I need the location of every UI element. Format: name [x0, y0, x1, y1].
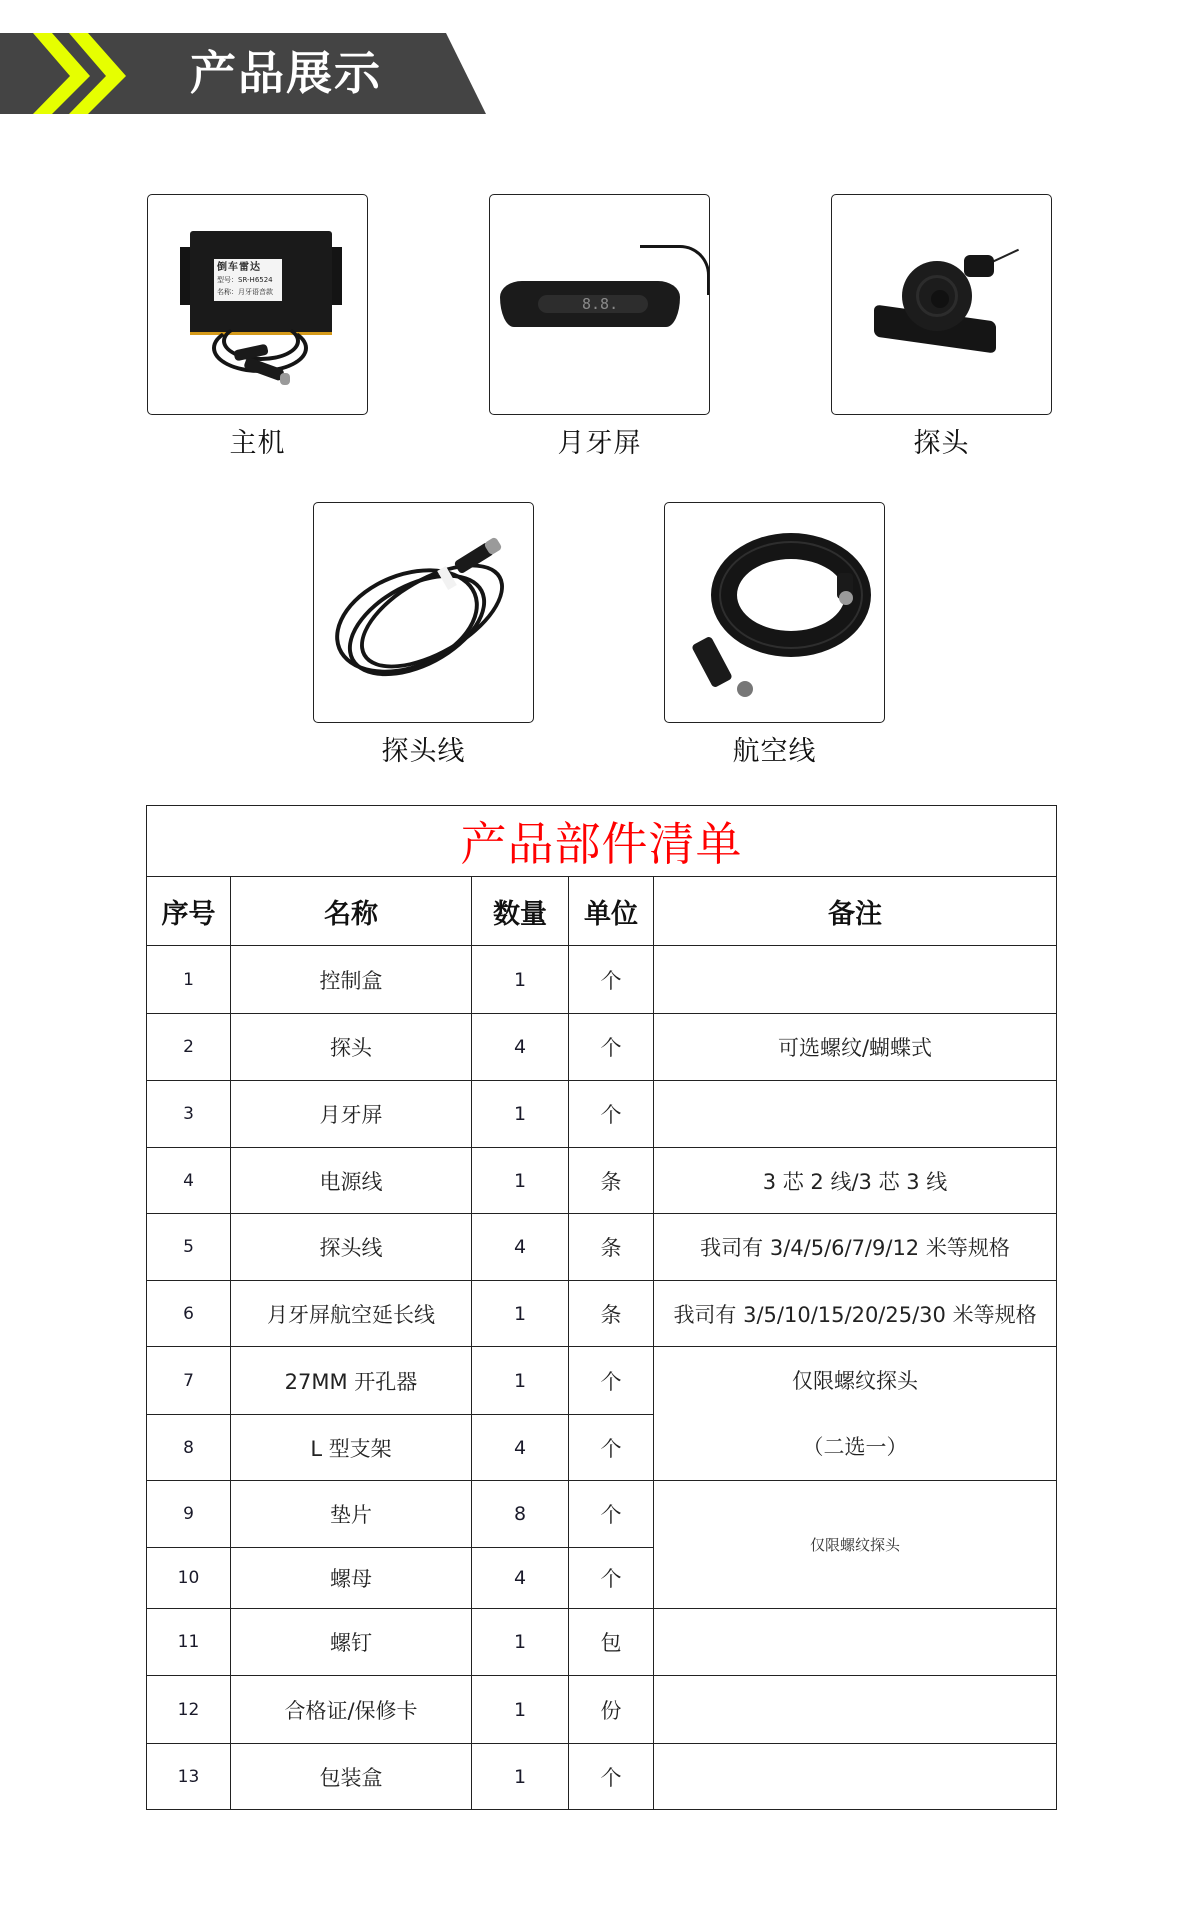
product-sticker: 倒车雷达 型号：SR-H6524 名称：月牙语音款 [214, 259, 282, 301]
product-label: 主机 [229, 428, 286, 459]
note-cell [654, 1744, 1057, 1810]
column-header-index: 序号 [147, 877, 231, 946]
table-row: 8 L 型支架 4 个 [147, 1415, 1057, 1481]
product-label: 月牙屏 [557, 428, 642, 459]
product-label: 探头 [913, 428, 970, 459]
control-box-image [147, 194, 368, 415]
sensor-probe-image [831, 194, 1052, 415]
table-row: 5 探头线 4 条 我司有 3/4/5/6/7/9/12 米等规格 [147, 1214, 1057, 1281]
table-row: 7 27MM 开孔器 1 个 仅限螺纹探头 （二选一） [147, 1347, 1057, 1415]
column-header-unit: 单位 [569, 877, 654, 946]
table-row: 6 月牙屏航空延长线 1 条 我司有 3/5/10/15/20/25/30 米等规格 [147, 1281, 1057, 1347]
table-row: 10 螺母 4 个 [147, 1548, 1057, 1609]
table-row: 11 螺钉 1 包 [147, 1609, 1057, 1676]
note-cell: 可选螺纹/蝴蝶式 [654, 1014, 1057, 1081]
section-banner [0, 33, 486, 114]
probe-cable-image [313, 502, 534, 723]
table-row: 13 包装盒 1 个 [147, 1744, 1057, 1810]
table-row: 2 探头 4 个 可选螺纹/蝴蝶式 [147, 1014, 1057, 1081]
moon-display-image: 8.8. [489, 194, 710, 415]
product-control-box [147, 194, 368, 459]
note-cell: 我司有 3/4/5/6/7/9/12 米等规格 [654, 1214, 1057, 1281]
note-cell [654, 1081, 1057, 1148]
product-sensor-probe [831, 194, 1052, 459]
table-header-row [147, 877, 1057, 946]
note-cell [654, 1676, 1057, 1744]
column-header-name: 名称 [231, 877, 472, 946]
note-cell [654, 946, 1057, 1014]
table-row: 4 电源线 1 条 3 芯 2 线/3 芯 3 线 [147, 1148, 1057, 1214]
table-title: 产品部件清单 [460, 817, 743, 871]
product-label: 探头线 [381, 736, 466, 767]
product-moon-display [489, 194, 710, 459]
aviation-cable-image [664, 502, 885, 723]
note-cell: 3 芯 2 线/3 芯 3 线 [654, 1148, 1057, 1214]
table-row: 12 合格证/保修卡 1 份 [147, 1676, 1057, 1744]
table-row: 9 垫片 8 个 仅限螺纹探头 [147, 1481, 1057, 1548]
product-label: 航空线 [732, 736, 817, 767]
product-aviation-cable [664, 502, 885, 767]
table-title-row [147, 806, 1057, 877]
table-row: 1 控制盒 1 个 [147, 946, 1057, 1014]
note-cell-merged: 仅限螺纹探头 （二选一） [654, 1347, 1057, 1481]
page-title: 产品展示 [190, 46, 382, 100]
table-row: 3 月牙屏 1 个 [147, 1081, 1057, 1148]
note-cell: 我司有 3/5/10/15/20/25/30 米等规格 [654, 1281, 1057, 1347]
parts-list-table [146, 805, 1057, 1810]
note-cell [654, 1609, 1057, 1676]
column-header-quantity: 数量 [472, 877, 569, 946]
product-probe-cable [313, 502, 534, 767]
note-cell-merged: 仅限螺纹探头 [654, 1481, 1057, 1609]
column-header-note: 备注 [654, 877, 1057, 946]
